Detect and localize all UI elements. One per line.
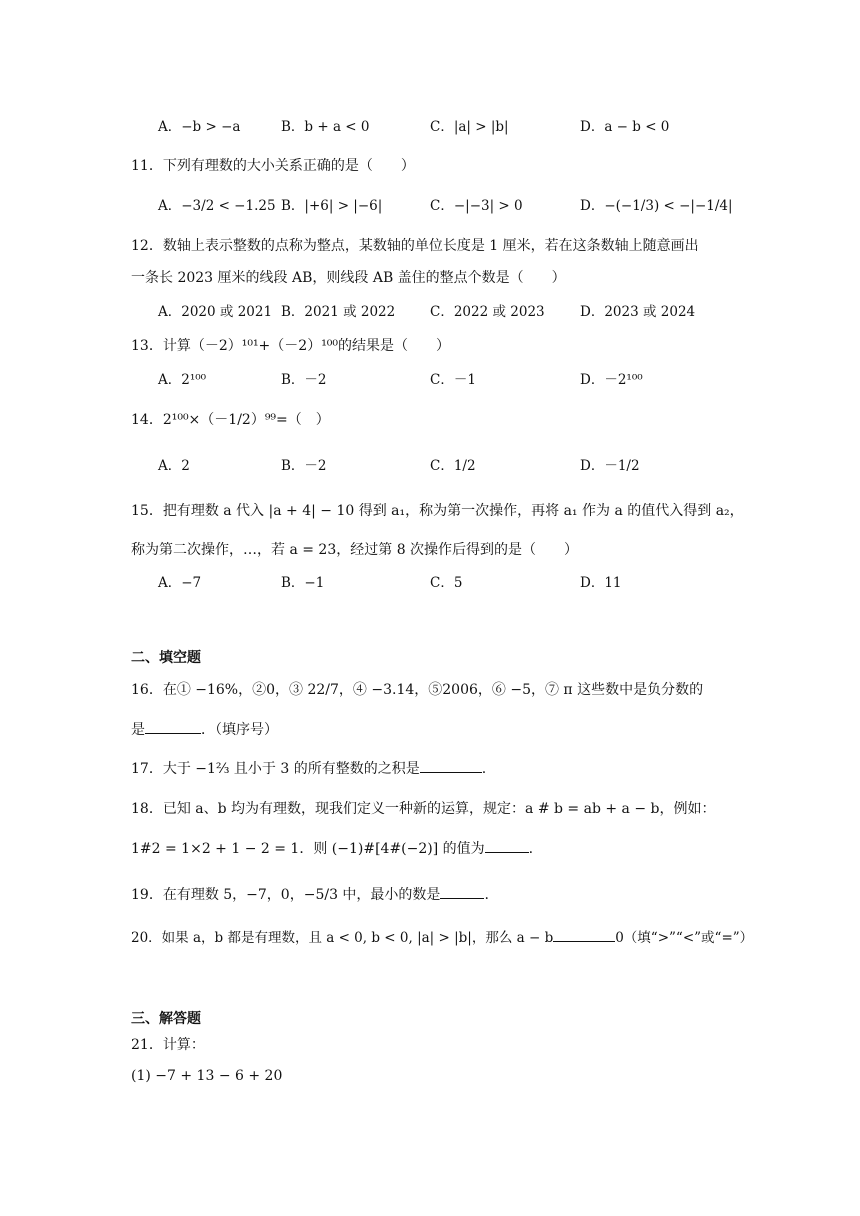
text: . [484,887,489,903]
question-stem-line1: 18．已知 a、b 均为有理数，现我们定义一种新的运算，规定：a # b = ab + a − b，例如： [131,801,716,817]
question-stem-line1: 15．把有理数 a 代入 |a + 4| − 10 得到 a₁，称为第一次操作，再将 a₁ 作为 a 的值代入得到 a₂， [131,503,744,519]
question-stem: 17．大于 −1⅔ 且小于 3 的所有整数的之积是 [131,761,420,777]
option-d: D．a − b < 0 [580,119,670,135]
option-d: D．－2¹⁰⁰ [580,372,643,388]
text: 0（填“>”“<”或“=”） [615,930,754,946]
option-c: C．|a| > |b| [430,119,509,135]
question-stem: 13．计算（－2）¹⁰¹+（－2）¹⁰⁰的结果是（ ） [131,338,451,354]
question-stem-line1: 12．数轴上表示整数的点称为整点，某数轴的单位长度是 1 厘米，若在这条数轴上随意画出 [131,238,699,254]
option-a: A．2 [158,458,190,474]
option-b: B．2021 或 2022 [281,304,396,320]
text: . [528,841,534,857]
option-d: D．－1/2 [580,458,640,474]
answer-blank[interactable] [420,758,482,773]
option-b: B．b + a < 0 [281,119,370,135]
section-heading-solutions: 三、解答题 [131,1011,201,1027]
option-a: A．−b > −a [158,119,241,135]
question-stem: 21．计算： [131,1037,205,1053]
option-a: A．2020 或 2021 [158,304,273,320]
answer-blank[interactable] [485,838,529,853]
question-part-1: (1) −7 + 13 − 6 + 20 [131,1068,283,1084]
text: . [481,761,487,777]
option-b: B．－2 [281,458,327,474]
question-20 [131,927,753,948]
answer-blank[interactable] [440,884,484,899]
question-stem: 11．下列有理数的大小关系正确的是（ ） [131,158,415,174]
option-b: B．|+6| > |−6| [281,198,383,214]
answer-blank[interactable] [553,927,615,942]
option-a: A．−3/2 < −1.25 [158,198,276,214]
question-stem-line2 [131,719,278,740]
section-heading-fill-in: 二、填空题 [131,650,201,666]
question-stem-line2: 称为第二次操作，…，若 a = 23，经过第 8 次操作后得到的是（ ） [131,542,579,558]
question-stem-line1: 16．在① −16%，②0，③ 22/7，④ −3.14，⑤2006，⑥ −5，⑦ π 这些数中是负分数的 [131,682,704,698]
question-stem-line2 [131,838,533,859]
option-d: D．2023 或 2024 [580,304,696,320]
question-19 [131,884,489,905]
option-c: C．2022 或 2023 [430,304,545,320]
question-stem-line2: 一条长 2023 厘米的线段 AB，则线段 AB 盖住的整点个数是（ ） [131,270,566,286]
question-17 [131,758,486,779]
question-stem: 20．如果 a，b 都是有理数，且 a < 0, b < 0, |a| > |b|，那么 a − b [131,930,554,946]
option-c: C．5 [430,575,463,591]
text: 是 [131,722,145,738]
option-a: A．2¹⁰⁰ [158,372,207,388]
option-d: D．−(−1/3) < −|−1/4| [580,198,733,214]
question-stem: 14．2¹⁰⁰×（－1/2）⁹⁹=（ ） [131,412,330,428]
option-d: D．11 [580,575,622,591]
text: 1#2 = 1×2 + 1 − 2 = 1．则 (−1)#[4#(−2)] 的值为 [131,841,485,857]
option-c: C．－1 [430,372,476,388]
question-stem: 19．在有理数 5，−7，0，−5/3 中，最小的数是 [131,887,441,903]
option-c: C．−|−3| > 0 [430,198,523,214]
answer-blank[interactable] [145,719,201,734]
option-c: C．1/2 [430,458,476,474]
text: ．（填序号） [201,722,278,738]
option-b: B．－2 [281,372,327,388]
option-b: B．−1 [281,575,325,591]
option-a: A．−7 [158,575,202,591]
